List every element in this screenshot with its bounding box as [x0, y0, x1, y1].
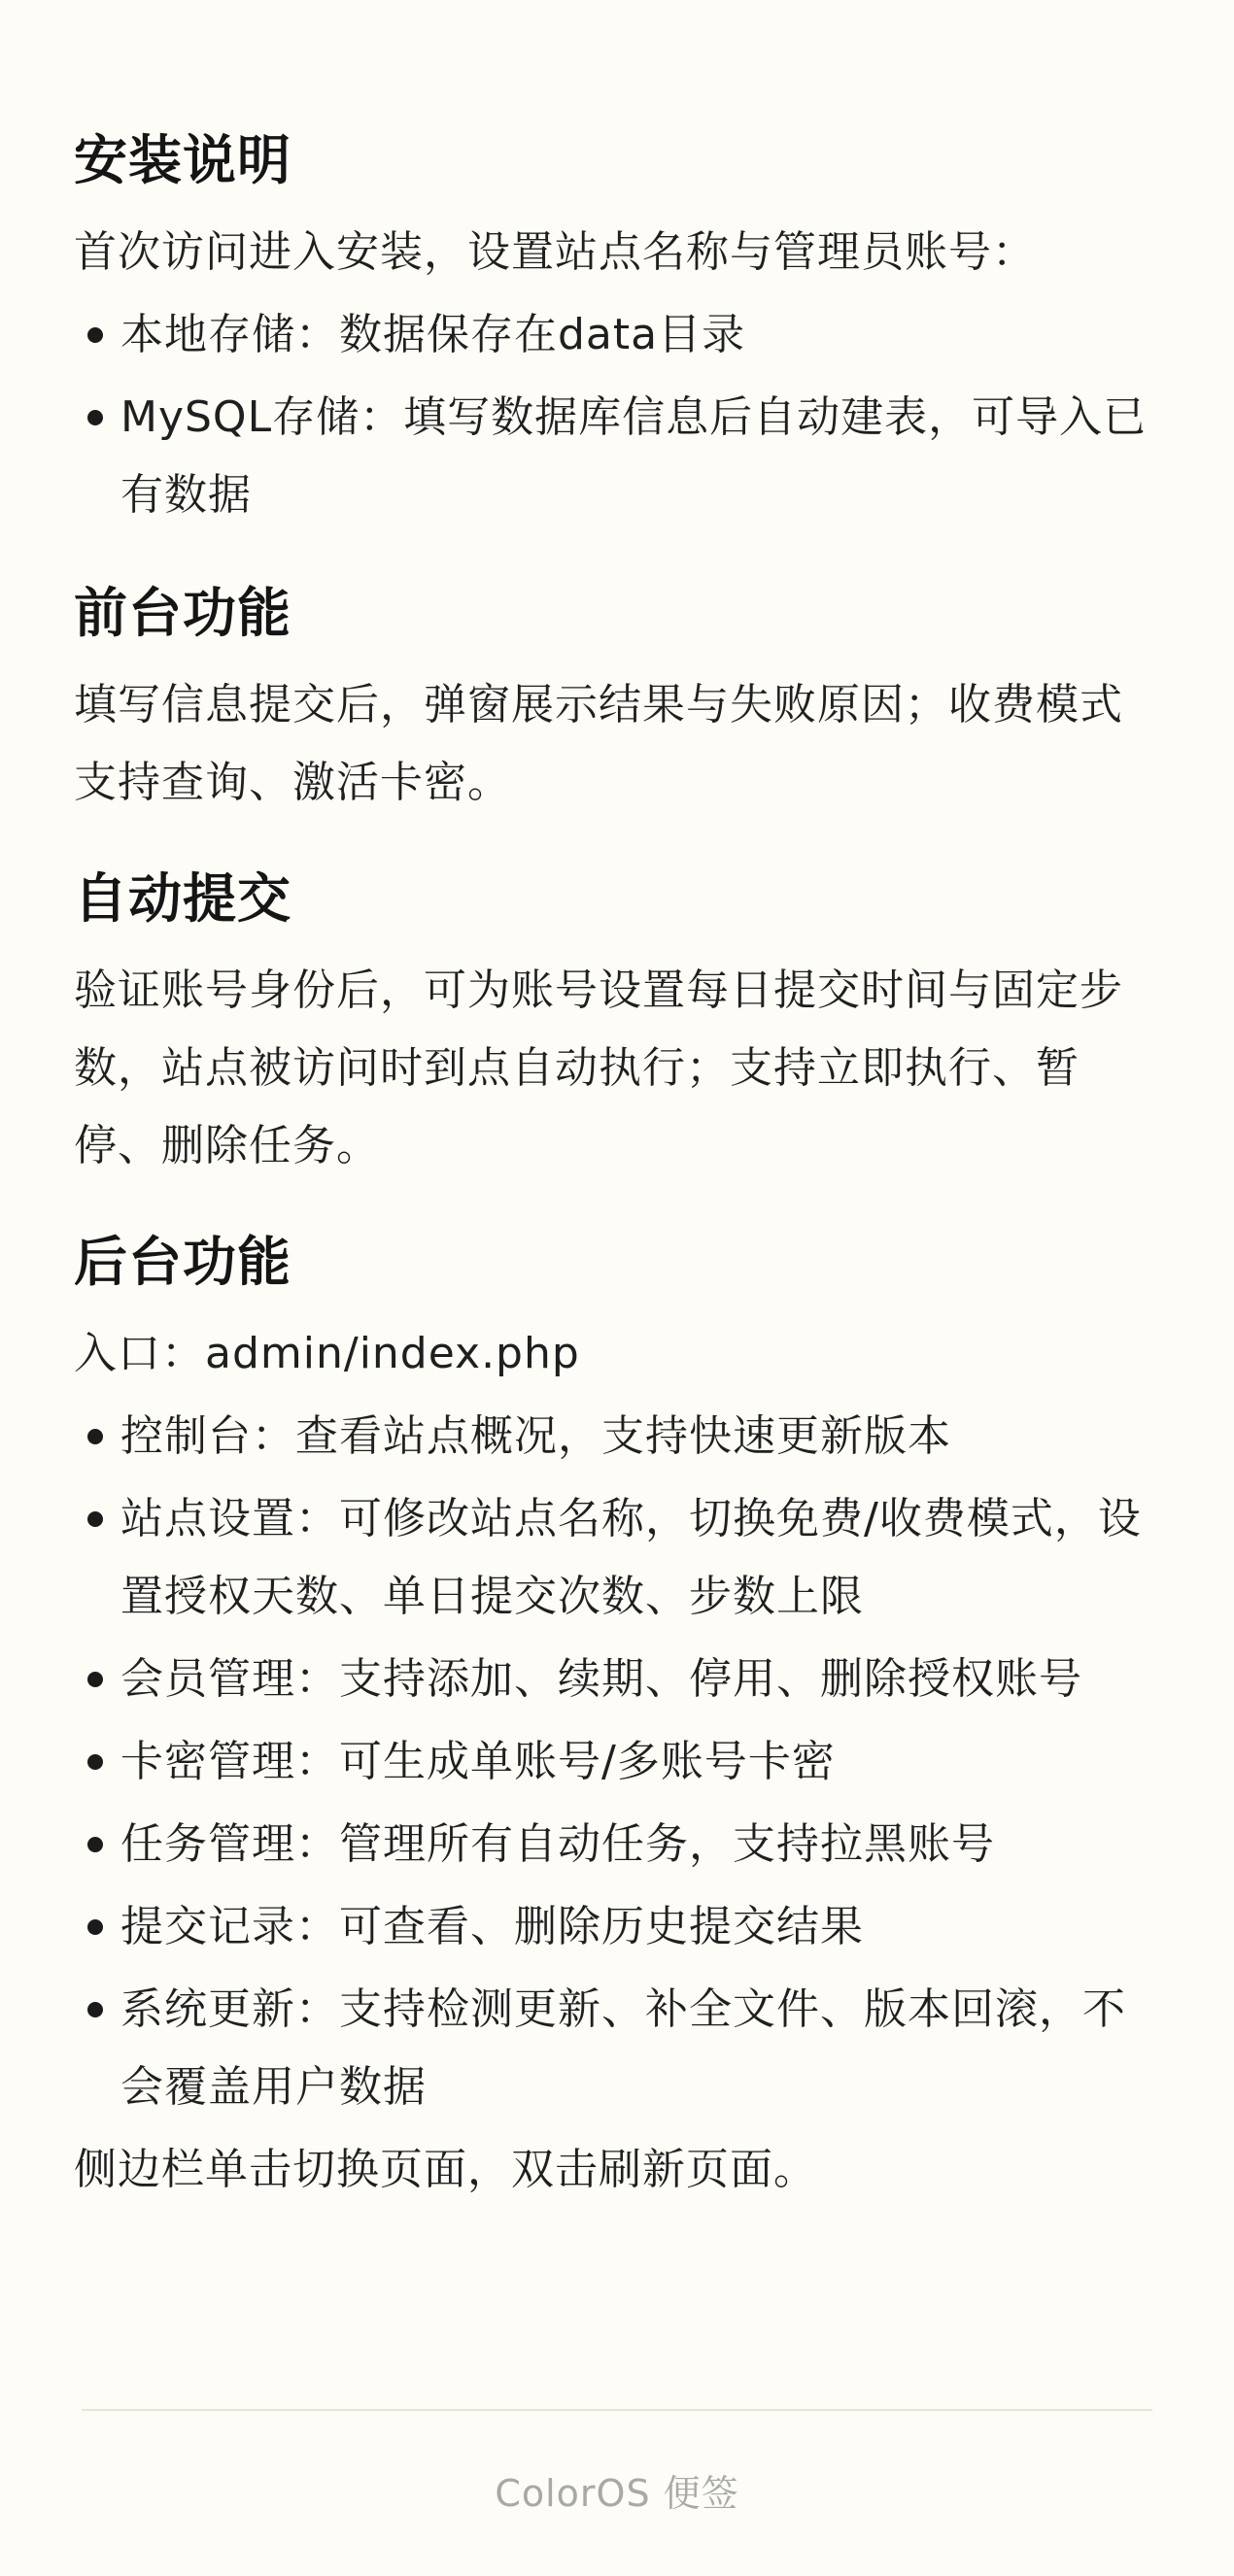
install-intro: 首次访问进入安装，设置站点名称与管理员账号： — [74, 227, 1036, 277]
list-item — [74, 1641, 1162, 1718]
bullet-icon — [87, 410, 103, 425]
list-item-text: 任务管理：管理所有自动任务，支持拉黑账号 — [120, 1819, 995, 1869]
backend-list — [74, 1398, 1162, 2126]
heading-frontend: 前台功能 — [74, 582, 292, 644]
list-item — [74, 1480, 1162, 1636]
bullet-icon — [87, 1429, 103, 1444]
auto-submit-text: 验证账号身份后，可为账号设置每日提交时间与固定步数，站点被访问时到点自动执行；支持立即执行、暂停、删除任务。 — [74, 966, 1123, 1170]
bullet-icon — [87, 1754, 103, 1770]
list-item-text: 提交记录：可查看、删除历史提交结果 — [120, 1902, 864, 1951]
frontend-text: 填写信息提交后，弹窗展示结果与失败原因；收费模式支持查询、激活卡密。 — [74, 680, 1123, 807]
bullet-icon — [87, 327, 103, 343]
list-item — [74, 1806, 1162, 1883]
footer-divider — [82, 2409, 1152, 2411]
list-item-text: 卡密管理：可生成单账号/多账号卡密 — [120, 1737, 836, 1786]
section-auto-submit — [74, 855, 1162, 1185]
list-item-text: 系统更新：支持检测更新、补全文件、版本回滚，不会覆盖用户数据 — [120, 1984, 1126, 2112]
list-item — [74, 379, 1162, 534]
section-frontend — [74, 569, 1162, 822]
bullet-icon — [87, 1672, 103, 1687]
list-item-text: MySQL存储：填写数据库信息后自动建表，可导入已有数据 — [120, 392, 1148, 520]
install-list — [74, 296, 1162, 534]
note-content[interactable] — [74, 117, 1162, 2209]
heading-backend: 后台功能 — [74, 1231, 292, 1293]
bullet-icon — [87, 1511, 103, 1527]
list-item-text: 站点设置：可修改站点名称，切换免费/收费模式，设置授权天数、单日提交次数、步数上限 — [120, 1494, 1142, 1621]
section-backend — [74, 1218, 1162, 2209]
list-item — [74, 1398, 1162, 1475]
heading-install: 安装说明 — [74, 129, 292, 191]
list-item-text: 本地存储：数据保存在data目录 — [120, 310, 746, 359]
list-item — [74, 296, 1162, 374]
brand-label: ColorOS 便签 — [495, 2472, 739, 2515]
list-item-text: 控制台：查看站点概况，支持快速更新版本 — [120, 1411, 951, 1461]
heading-auto-submit: 自动提交 — [74, 867, 292, 930]
bullet-icon — [87, 1919, 103, 1935]
backend-footer-note: 侧边栏单击切换页面，双击刷新页面。 — [74, 2145, 817, 2194]
list-item-text: 会员管理：支持添加、续期、停用、删除授权账号 — [120, 1654, 1082, 1704]
section-install — [74, 117, 1162, 534]
bullet-icon — [87, 1837, 103, 1852]
list-item — [74, 1971, 1162, 2126]
list-item — [74, 1723, 1162, 1801]
backend-entry: 入口：admin/index.php — [74, 1329, 580, 1378]
list-item — [74, 1888, 1162, 1966]
bullet-icon — [87, 2002, 103, 2017]
